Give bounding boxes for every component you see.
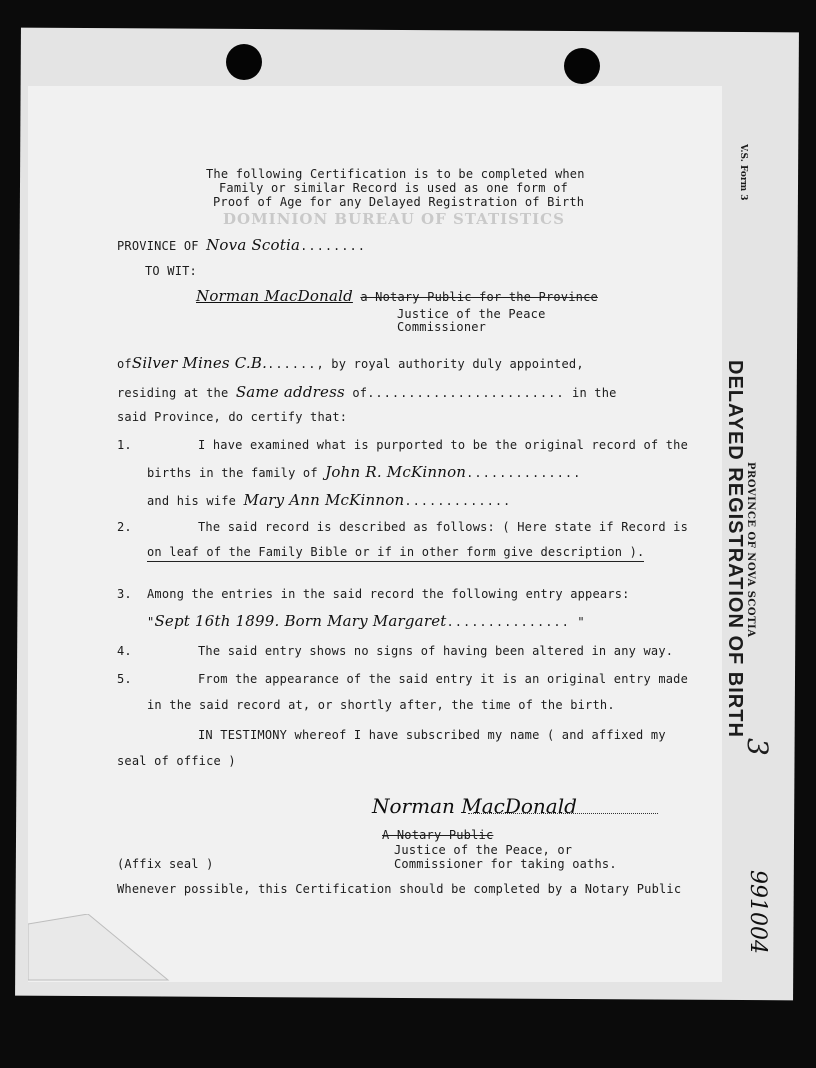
item-number: 4.: [117, 644, 132, 658]
file-number: 991004: [745, 870, 770, 954]
entry-value: Sept 16th 1899. Born Mary Margaret: [154, 612, 447, 630]
to-wit: TO WIT:: [145, 264, 197, 278]
residing-line: [117, 383, 617, 401]
handwritten-mark: 3: [741, 738, 774, 756]
place-value: Silver Mines C.B.: [131, 354, 268, 372]
item-text: From the appearance of the said entry it is an original entry made: [198, 672, 689, 686]
place-text: , by royal authority duly appointed,: [316, 357, 584, 371]
signature-line: [468, 813, 658, 814]
affix-seal: (Affix seal ): [117, 857, 214, 871]
folded-corner: [28, 914, 178, 984]
dot-leader: ........................: [367, 386, 565, 400]
punch-hole: [564, 48, 600, 84]
signature-option-justice: Justice of the Peace, or: [394, 843, 573, 857]
header-line: The following Certification is to be completed when: [206, 167, 585, 181]
punch-hole: [226, 44, 262, 80]
province-value: Nova Scotia: [206, 236, 301, 254]
officer-name: Norman MacDonald: [196, 287, 353, 305]
province-line: [117, 236, 366, 254]
births-line: births in the family of John R. McKinnon..............: [147, 463, 582, 481]
item-text: in the said record at, or shortly after, the time of the birth.: [147, 698, 615, 712]
certification-sheet: [28, 86, 722, 982]
mother-name: Mary Ann McKinnon: [243, 491, 405, 509]
officer-option-justice: Justice of the Peace: [397, 307, 546, 321]
item-number: 2.: [117, 520, 132, 534]
father-name: John R. McKinnon: [325, 463, 467, 481]
residing-in-the: in the: [572, 386, 617, 400]
entry-line: "Sept 16th 1899. Born Mary Margaret............... ": [147, 612, 585, 630]
certify-line: said Province, do certify that:: [117, 410, 348, 424]
item-text: Among the entries in the said record the following entry appears:: [147, 587, 630, 601]
wife-label: and his wife: [147, 494, 237, 508]
dot-leader: ........: [300, 239, 366, 253]
header-line: Proof of Age for any Delayed Registration of Birth: [213, 195, 585, 209]
signature-option-commissioner: Commissioner for taking oaths.: [394, 857, 617, 871]
testimony-text: IN TESTIMONY whereof I have subscribed my name ( and affixed my: [198, 728, 666, 742]
item-text: on leaf of the Family Bible or if in other form give description ).: [147, 545, 644, 562]
signature: Norman MacDonald: [372, 794, 577, 818]
wife-line: and his wife Mary Ann McKinnon.............: [147, 491, 512, 509]
officer-option-notary: a Notary Public for the Province: [360, 290, 598, 304]
place-line: [117, 354, 584, 372]
footer-note: Whenever possible, this Certification should be completed by a Notary Public: [117, 882, 682, 896]
residing-label: residing at the: [117, 386, 229, 400]
background-stamp: DOMINION BUREAU OF STATISTICS: [223, 210, 565, 228]
dot-leader: ......: [267, 357, 317, 371]
officer-line: [196, 287, 598, 305]
testimony-text: seal of office ): [117, 754, 236, 768]
item-number: 1.: [117, 438, 132, 452]
item-text: The said entry shows no signs of having been altered in any way.: [198, 644, 674, 658]
item-number: 5.: [117, 672, 132, 686]
signature-option-notary: A Notary Public: [382, 828, 494, 842]
form-id: V.S. Form 3: [738, 144, 748, 201]
side-strip: [718, 100, 780, 980]
residing-of: of: [352, 386, 368, 400]
item-text: The said record is described as follows: ( Here state if Record is: [198, 520, 689, 534]
item-text: I have examined what is purported to be the original record of the: [198, 438, 689, 452]
officer-option-commissioner: Commissioner: [397, 320, 487, 334]
province-heading: PROVINCE OF NOVA SCOTIA: [745, 462, 756, 638]
form-title: DELAYED REGISTRATION OF BIRTH: [724, 360, 746, 738]
of-label: of: [117, 357, 132, 371]
residing-value: Same address: [235, 383, 345, 401]
province-label: PROVINCE OF: [117, 239, 199, 253]
item-number: 3.: [117, 587, 132, 601]
header-line: Family or similar Record is used as one form of: [219, 181, 568, 195]
births-label: births in the family of: [147, 466, 318, 480]
